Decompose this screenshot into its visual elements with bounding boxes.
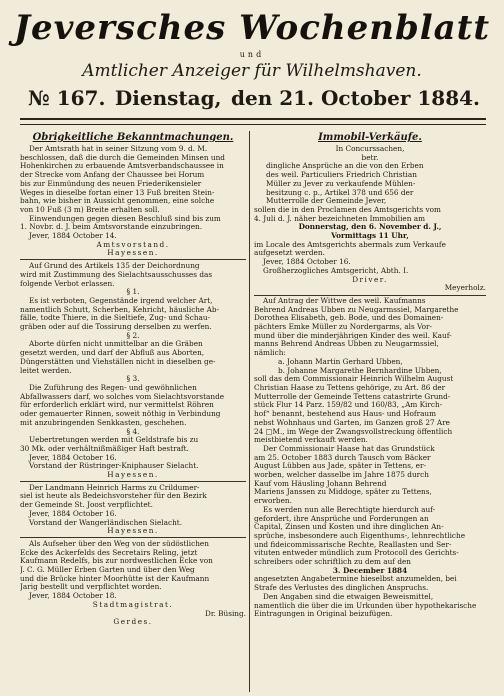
notice-place-date: Jever, 1884 October 16. [29,452,117,462]
notice-line: und die Brücke hinter Moorhütte ist der Kaufmann [20,573,210,583]
notice-line: Uebertretungen werden mit Geldstrafe bis zu [29,435,199,445]
notice-line: mit anzubringenden Senkkasten, geschehen. [20,417,187,427]
notice-line: fälle, todte Thiere, in die Sieltiefe, Zug- und Schau- [20,313,211,323]
notice-line: In Concurssachen, [335,144,405,153]
notice-line: vituten entweder mündlich zum Protocoll des Gerichts- [254,548,459,558]
newspaper-subtitle: Amtlicher Anzeiger für Wilhelmshaven. [82,61,422,81]
notice-line: 24 □M., im Wege der Zwangsvollstreckung öffentlich [254,426,453,436]
notice-line: nebst Wohnhaus und Garten, im Ganzen groß 27 Are [254,417,451,427]
notice-line: Eintragungen in Original beizufügen. [254,609,393,619]
notice-line: folgende Verbot erlassen. [20,278,115,288]
notice-place-date: Jever, 1884 October 14. [29,231,117,241]
notice-line: Dorothea Elisabeth, geb. Bode, und des Domainen- [254,313,444,323]
notice-line: J. C. G. Müller Erben Garten und über den Weg [20,565,195,575]
issue-weekday: Dienstag, [114,86,222,110]
notice-line: Mutterrolle der Gemeinde Jever, [266,196,387,206]
notice-line: am 25. October 1883 durch Tausch vom Bäcker [254,452,431,462]
notice-line: gräben oder auf die Tossirung derselben zu werfen. [20,322,212,332]
notice-line: Behrend Andreas Ubben zu Neugarmssiel, Margarethe [254,304,459,314]
notice-authority: Vorstand der Wangerländischen Sielacht. [29,517,183,527]
notice-line: 4. Juli d. J. näher bezeichneten Immobilien am [254,213,426,223]
notice-line: Die Zuführung des Regen- und gewöhnlichen [29,382,197,392]
right-column [254,131,486,692]
notice-line: Ecke des Ackerfelds des Secretairs Reling, jetzt [20,547,198,557]
issue-date: den 21. October 1884. [231,86,480,110]
masthead-rule-top [20,118,486,120]
notice-line: hof“ benannt, bestehend aus Haus- und Hofraum [254,409,437,419]
notice-line: Mariens Janssen zu Middoge, später zu Tettens, [254,487,432,497]
notice-line: worben, welcher dasselbe im Jahre 1875 durch [254,470,429,480]
notice-line: nämlich: [254,348,286,358]
newspaper-title: Jeversches Wochenblatt [13,8,491,48]
notice-line: Christian Haase zu Tettens gehörige, zu Art. 86 der [254,382,446,392]
notice-separator [20,259,246,260]
notice-line: b. Johanne Margarethe Bernhardine Ubben, [278,365,442,375]
issue-line [28,86,480,116]
notice-line: oder gemauerter Rinnen, soweit nöthig in Verbindung [20,409,221,419]
sale-muehlenbesitzung [254,145,486,293]
notice-amtsvorstand [20,145,246,258]
notice-line: der Gemeinde St. Joost verpflichtet. [20,500,153,510]
notice-line: Mutterrolle der Gemeinde Tettens catastrirte Grund- [254,391,451,401]
notice-signature: Dr. Büsing. [204,608,246,618]
masthead-connector: und [239,50,265,59]
notice-line: Kaufmann Redelfs, bis zur nordwestlichen Ecke von [20,556,213,566]
masthead-rule-bottom [20,124,486,125]
notice-line: Jarig bestellt und verpflichtet worden. [20,582,162,592]
notice-line: Weges in dieselbe fortan einer 13 Fuß breiten Stein- [20,187,215,197]
notice-signature: Hayessen. [107,470,159,480]
notice-line: stück Flur 14 Parz. 159/82 und 160/83, „Am Kirch- [254,400,443,410]
registration-deadline: 3. December 1884 [332,565,408,575]
notice-line: Als Aufseher über den Weg von der südöstlichen [29,538,209,548]
notice-line: Auf Grund des Artikels 135 der Deichordnung [29,261,200,271]
notice-line: a. Johann Martin Gerhard Ubben, [278,356,403,366]
notice-line: beschlossen, daß die durch die Gemeinden Minsen und [20,152,225,162]
auction-time: Vormittags 11 Uhr, [331,231,409,241]
left-column-heading: Obrigkeitliche Bekanntmachungen. [32,132,234,143]
notice-authority: Vorstand der Rüstringer-Kniphauser Sielacht. [29,461,199,471]
notice-line: manns Behrend Andreas Ubben zu Neugarmssiel, [254,339,439,349]
notice-sielacht-verbot [20,262,246,480]
notice-line: Müller zu Jever zu verkaufende Mühlen- [266,178,416,188]
issue-number: № 167. [28,86,106,110]
notice-line: namentlich Schutt, Scherben, Kehricht, häusliche Ab- [20,304,220,314]
sale-grundstueck-tettens [254,297,486,619]
notice-line: Es werden nun alle Berechtigte hierdurch auf- [263,504,436,514]
notice-place-date: Jever, 1884 October 18. [29,591,117,601]
notice-signature: Driver. [352,274,388,284]
notice-line: Der Commissionair Haase hat das Grundstück [263,443,435,453]
notice-line: schreibers oder schriftlich zu dem auf den [254,557,412,567]
paragraph-mark: § 2. [126,330,140,340]
notice-authority: Stadtmagistrat. [92,599,174,609]
notice-line: bahn, wie bisher in Aussicht genommen, eine solche [20,196,215,206]
notice-line: Den Angaben sind die etwaigen Beweismittel, [263,591,434,601]
notice-line: Der Landmann Heinrich Harms zu Crildumer- [29,482,200,492]
notice-line: siel ist heute als Bedeichsvorsteher für den Bezirk [20,491,207,501]
notice-line: sollen die in den Proclamen des Amtsgerichts vom [254,204,441,214]
notice-signature: Hayessen. [107,526,159,536]
notice-line: bis zur Einmündung des neuen Friederikensieler [20,178,202,188]
notice-line: gesetzt werden, und darf der Abfluß aus Aborten, [20,348,205,358]
notice-line: gefordert, ihre Ansprüche und Forderungen an [254,513,429,523]
notice-line: betr. [361,152,379,162]
notice-line: des weil. Particuliers Friedrich Christian [266,170,417,180]
notice-line: dingliche Ansprüche an die von den Erben [266,161,424,171]
notice-line: 1. Novbr. d. J. beim Amtsvorstande einzubringen. [20,222,203,232]
notice-line: für erforderlich erklärt wird, nur vermittelst Röhren [20,400,214,410]
paragraph-mark: § 1. [126,287,140,297]
notice-line: August Lübben aus Jade, später in Tettens, er- [254,461,426,471]
notice-line: pächters Emke Müller zu Nordergarms, als Vor- [254,322,432,332]
notice-line: erworben. [254,496,292,506]
notice-signature: Hayessen. [107,248,159,258]
notice-line: soll das dem Commissionair Heinrich Wilhelm August [254,374,454,384]
paragraph-mark: § 3. [126,374,140,384]
notice-line: Es ist verboten, Gegenstände irgend welcher Art, [29,295,213,305]
notice-line: Auf Antrag der Wittwe des weil. Kaufmanns [263,295,426,305]
column-divider [249,131,250,692]
notice-bedeichsvorsteher [20,484,246,536]
notice-line: Strafe des Verlustes des dinglichen Anspruchs. [254,583,429,593]
notice-line: aufgesetzt werden. [254,248,325,258]
notice-line: besitzung c. p., Artikel 378 und 656 der [266,187,414,197]
notice-line: namentlich die über die im Urkunden über hypothekarische [254,600,477,610]
notice-line: von 10 Fuß (3 m) Breite erhalten soll. [20,204,160,214]
notice-signature: Gerdes. [113,617,153,627]
notice-line: Hohenkirchen zu erbauende Amtsverbandschaussee in [20,161,224,171]
notice-line: Kauf vom Häusling Johann Behrend [254,478,387,488]
notice-authority: Großherzogliches Amtsgericht, Abth. I. [263,265,409,275]
notice-line: Abfallwassers darf, wo solches vom Sielachtsvorstande [20,391,225,401]
paragraph-mark: § 4. [126,426,140,436]
notice-wegeaufseher [20,540,246,627]
notice-line: der Strecke vom Anfang der Chaussee bei Horum [20,170,205,180]
notice-separator [20,537,246,538]
notice-line: Einwendungen gegen diesen Beschluß sind bis zum [29,213,221,223]
notice-authority: Amtsvorstand. [96,239,170,249]
notice-separator [20,481,246,482]
notice-line: Aborte dürfen nicht unmittelbar an die Gräben [29,339,203,349]
notice-signature: Meyerholz. [444,283,486,293]
notice-line: im Locale des Amtsgerichts abermals zum Verkaufe [254,239,446,249]
notice-line: und fideicommissarische Rechte, Reallasten und Ser- [254,539,452,549]
notice-line: angesetzten Angabetermine hieselbst anzumelden, bei [254,574,457,584]
notice-place-date: Jever, 1884 October 16. [263,257,351,267]
notice-place-date: Jever, 1884 October 16. [29,508,117,518]
notice-line: mund über die minderjährigen Kinder des weil. Kauf- [254,330,452,340]
notice-line: Capital, Zinsen und Kosten und ihre dinglichen An- [254,522,444,532]
auction-date: Donnerstag, den 6. November d. J., [298,222,442,232]
notice-line: 30 Mk. oder verhältnißmäßiger Haft bestraft. [20,443,189,453]
notice-line: leitet werden. [20,365,72,375]
notice-line: wird mit Zustimmung des Sielachtsausschusses das [20,269,213,279]
notice-line: Düngerstätten und Viehställen nicht in dieselben ge- [20,356,216,366]
notice-line: meistbietend verkauft werden. [254,435,368,445]
notice-line: sprüche, insbesondere auch Eigenthums-, lehnrechtliche [254,530,466,540]
notice-line: Der Amtsrath hat in seiner Sitzung vom 9. d. M. [29,144,208,153]
right-column-heading: Immobil-Verkäufe. [318,132,422,143]
left-column [20,131,246,692]
